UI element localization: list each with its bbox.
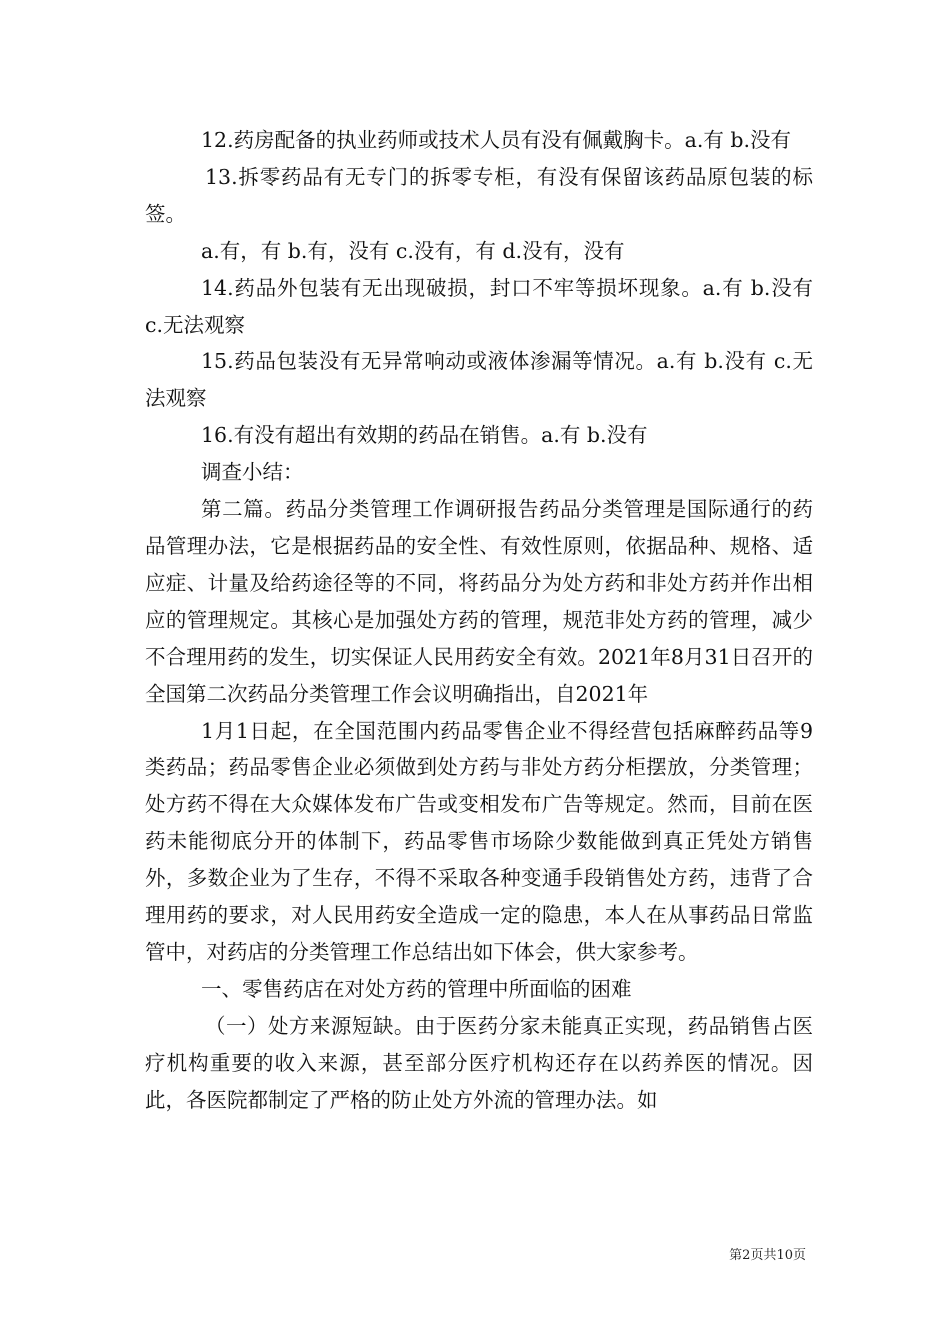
question-12: 12.药房配备的执业药师或技术人员有没有佩戴胸卡。a.有 b.没有 — [201, 128, 791, 152]
question-15: 15.药品包装没有无异常响动或液体渗漏等情况。a.有 b.没有 c.无法观察 — [145, 349, 813, 411]
document-body — [145, 122, 813, 1118]
survey-summary-heading: 调查小结： — [201, 460, 304, 485]
question-13: 13.拆零药品有无专门的拆零专柜，有没有保留该药品原包装的标签。 — [145, 164, 813, 226]
paragraph-jan-1: 1月1日起，在全国范围内药品零售企业不得经营包括麻醉药品等9类药品；药品零售企业必须做到处方药与非处方药分柜摆放，分类管理；处方药不得在大众媒体发布广告或变相发布广告等规定。然而，目前在医药未能彻底分开的体制下，药品零售市场除少数能做到真正凭处方销售外，多数企业为了生存，不得不采取各种变通手段销售处方药，违背了合理用药的要求，对人民用药安全造成一定的隐患，本人在从事药品日常监管中，对药店的分类管理工作总结出如下体会，供大家参考。 — [145, 718, 813, 964]
paragraph-prescription-shortage: （一）处方来源短缺。由于医药分家未能真正实现，药品销售占医疗机构重要的收入来源，甚至部分医疗机构还存在以药养医的情况。因此，各医院都制定了严格的防止处方外流的管理办法。如 — [145, 1013, 813, 1112]
question-13-options: a.有，有 b.有，没有 c.没有，有 d.没有，没有 — [201, 238, 625, 263]
question-16: 16.有没有超出有效期的药品在销售。a.有 b.没有 — [201, 423, 648, 448]
page-number: 第2页共10页 — [729, 1248, 806, 1263]
question-14: 14.药品外包装有无出现破损，封口不牢等损坏现象。a.有 b.没有 c.无法观察 — [145, 275, 813, 337]
paragraph-part-two-intro: 第二篇。药品分类管理工作调研报告药品分类管理是国际通行的药品管理办法，它是根据药品的安全性、有效性原则，依据品种、规格、适应症、计量及给药途径等的不同，将药品分为处方药和非处方药并作出相应的管理规定。其核心是加强处方药的管理，规范非处方药的管理，减少不合理用药的发生，切实保证人民用药安全有效。2021年8月31日召开的全国第二次药品分类管理工作会议明确指出，自2021年 — [145, 497, 813, 706]
section-heading-difficulties: 一、零售药店在对处方药的管理中所面临的困难 — [201, 976, 632, 1001]
